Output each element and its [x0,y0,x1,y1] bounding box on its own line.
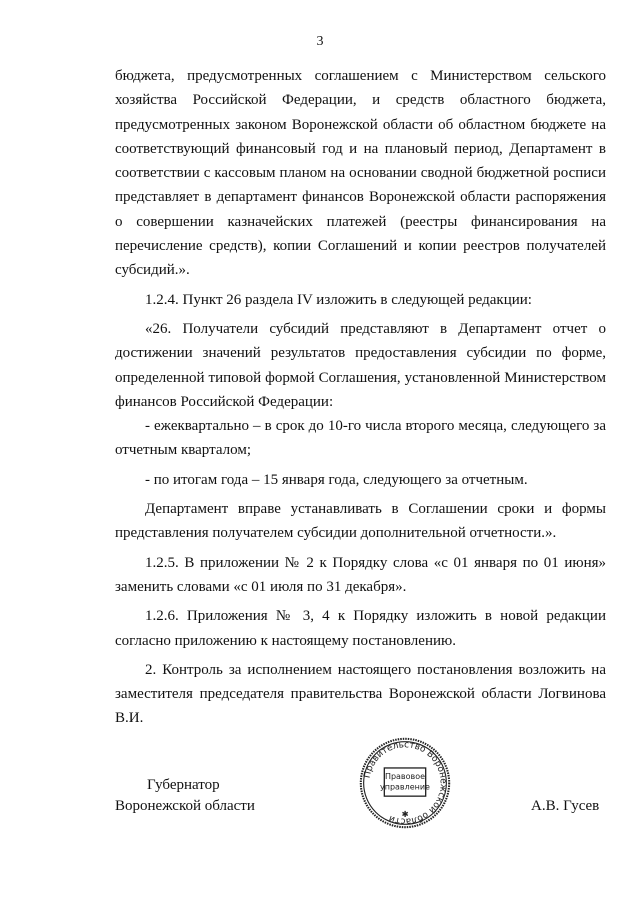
paragraph-item-2-control: 2. Контроль за исполнением настоящего постановления возложить на заместителя председателя правительства Воронежской области Логвинова В.И. [115,661,606,727]
seal-inner-line1: Правовое [384,772,426,782]
paragraph-annual: - по итогам года – 15 января года, следующего за отчетным. [145,471,528,488]
signatory-title-line2: Воронежской области [115,798,255,814]
paragraph-item-1-2-6: 1.2.6. Приложения № 3, 4 к Порядку изложить в новой редакции согласно приложению к настоящему постановлению. [115,608,606,649]
seal-outer-text: Правительство Воронежской области [362,740,448,826]
paragraph-quarterly: - ежеквартально – в срок до 10-го числа второго месяца, следующего за отчетным кварталом; [115,418,606,459]
paragraph-item-1-2-4: 1.2.4. Пункт 26 раздела IV изложить в следующей редакции: [145,291,532,308]
seal-inner-line2: управление [380,782,430,792]
seal-star-icon: ✱ [401,808,409,819]
signatory-title-line1: Губернатор [147,777,220,793]
page-number: 3 [316,34,324,49]
signatory-title [115,775,275,817]
official-seal [358,736,452,830]
signatory-name: А.В. Гусев [531,798,600,814]
paragraph-department-rights: Департамент вправе устанавливать в Соглашении сроки и формы представления получателем субсидии дополнительной отчетности.». [115,501,606,542]
paragraph-continuation: бюджета, предусмотренных соглашением с Министерством сельского хозяйства Российской Федерации, и средств областного бюджета, предусмотренных законом Воронежской области об областном бюджете на соответствующий финансовый год и на плановый период, Департамент в соответствии с кассовым планом на основании сводной бюджетной росписи представляет в департамент финансов Воронежской области распоряжения о совершении казначейских платежей (реестры финансирования на перечисление средств), копии Соглашений и копии реестров получателей субсидий.». [115,68,606,279]
paragraph-item-1-2-5: 1.2.5. В приложении № 2 к Порядку слова «с 01 января по 01 июня» заменить словами «с 01 июля по 31 декабря». [115,554,606,595]
paragraph-clause-26: «26. Получатели субсидий представляют в Департамент отчет о достижении значений результатов предоставления субсидии по форме, определенной типовой формой Соглашения, установленной Министерством финансов Российской Федерации: [115,320,606,410]
